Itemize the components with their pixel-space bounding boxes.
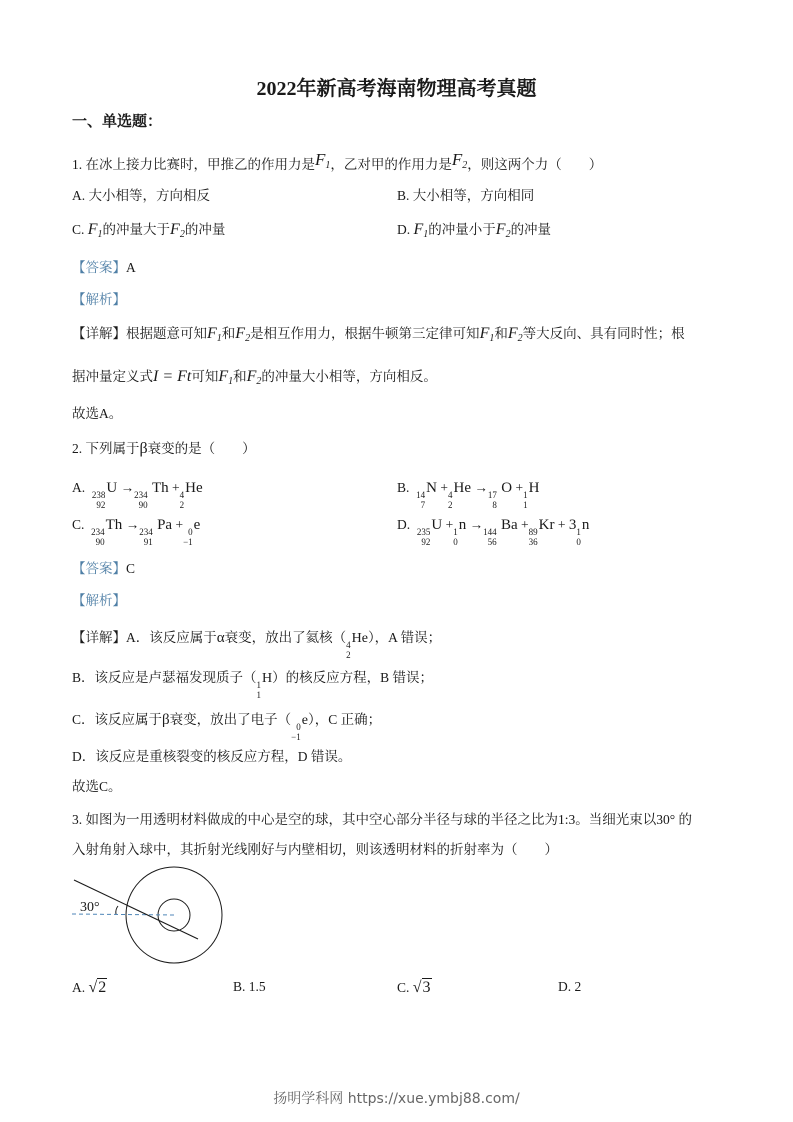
q2-detail-b: B．该反应是卢瑟福发现质子（ 1 1 H）的核反应方程，B 错误；: [72, 670, 434, 700]
question-1-stem: 1. 在冰上接力比赛时，甲推乙的作用力是$F_1$，乙对甲的作用力是$F_2$，则这两个力（ ）: [72, 150, 603, 172]
q1-option-b[interactable]: B. 大小相等，方向相同: [397, 188, 535, 203]
q1-analysis-label: 【解析】: [72, 292, 126, 307]
q1-option-d[interactable]: D. $F_1$的冲量小于$F_2$的冲量: [397, 221, 552, 240]
q2-option-b[interactable]: B. 14 7 N + 4 2 He → 17 8 O + 1 1 H: [397, 480, 540, 510]
q3-option-d[interactable]: D. 2: [558, 979, 582, 994]
answer-value: A: [126, 260, 136, 275]
q2-detail-a: 【详解】A．该反应属于α衰变，放出了氦核（ 4 2 He），A 错误；: [72, 630, 442, 660]
q2-detail-c: C．该反应属于β衰变，放出了电子（ 0 −1 e），C 正确；: [72, 712, 382, 742]
section-heading: 一、单选题：: [72, 114, 163, 130]
q2-conclusion: 故选C。: [72, 779, 122, 794]
question-2-stem: 2. 下列属于β衰变的是（ ）: [72, 440, 256, 457]
q3-option-c[interactable]: C. √3: [397, 979, 431, 996]
q1-option-c[interactable]: C. $F_1$的冲量大于$F_2$的冲量: [72, 221, 226, 240]
q3-option-a[interactable]: A. √2: [72, 979, 107, 996]
q1-conclusion: 故选A。: [72, 406, 123, 421]
q1-detail-line2: 据冲量定义式I = Ft可知$F_1$和$F_2$的冲量大小相等，方向相反。: [72, 368, 437, 387]
q2-option-c[interactable]: C. 234 90 Th → 234 91 Pa + 0 −1 e: [72, 517, 201, 547]
hollow-sphere-diagram: [70, 862, 250, 976]
angle-label: 30°: [80, 900, 100, 915]
q2-option-d[interactable]: D. 235 92 U + 1 0 n → 144 56 Ba + 89 36 Kr + 3 1 0 n: [397, 517, 590, 547]
sqrt-icon: √2: [88, 979, 107, 996]
question-3-stem-line1: 3. 如图为一用透明材料做成的中心是空的球，其中空心部分半径与球的半径之比为1:3。当细光束以30° 的: [72, 812, 693, 827]
q1-detail-line1: 【详解】根据题意可知$F_1$和$F_2$是相互作用力，根据牛顿第三定律可知$F_1$和$F_2$等大反向、具有同时性；根: [72, 325, 685, 344]
q2-analysis-label: 【解析】: [72, 593, 126, 608]
document-title: 2022年新高考海南物理高考真题: [256, 78, 537, 100]
var-f2: $F_2$: [451, 150, 468, 171]
answer-label: 【答案】: [72, 260, 126, 275]
q2-detail-d: D．该反应是重核裂变的核反应方程，D 错误。: [72, 749, 352, 764]
q1-answer: [72, 256, 136, 276]
q2-answer: 【答案】C: [72, 561, 136, 576]
q3-option-b[interactable]: B. 1.5: [233, 979, 266, 994]
sqrt-icon: √3: [412, 979, 431, 996]
var-f1: $F_1$: [315, 150, 331, 171]
q1-option-a[interactable]: A. 大小相等，方向相反: [72, 188, 210, 203]
impulse-formula: I = Ft: [153, 368, 192, 385]
footer-watermark[interactable]: 扬明学科网 https://xue.ymbj88.com/: [273, 1091, 520, 1107]
q2-option-a[interactable]: A. 238 92 U → 234 90 Th + 4 2 He: [72, 480, 203, 510]
question-3-stem-line2: 入射角射入球中，其折射光线刚好与内壁相切，则该透明材料的折射率为（ ）: [72, 842, 558, 857]
